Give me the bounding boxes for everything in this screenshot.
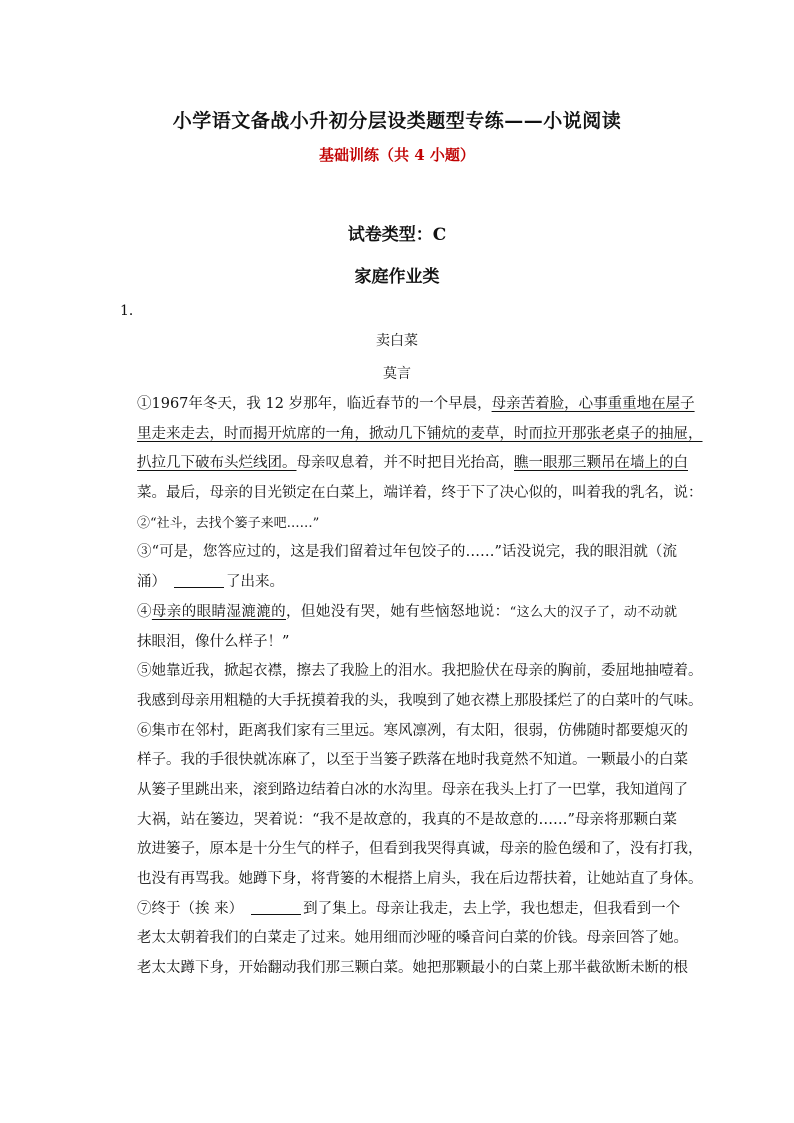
text-segment: ①1967年冬天，我 12 岁那年，临近春节的一个早晨，	[137, 396, 492, 412]
paper-type-heading: 试卷类型：C	[347, 225, 447, 245]
text-segment: ④	[137, 603, 152, 620]
text-segment: 话没说完，我的眼泪就（流	[501, 544, 678, 561]
underlined-text: 母亲苦着脸，心事重重地在屋子	[491, 396, 695, 412]
fill-in-blank[interactable]	[174, 573, 224, 588]
text-line	[137, 628, 677, 658]
story-title: 卖白菜	[376, 333, 418, 349]
text-line	[137, 568, 677, 598]
text-segment: ⑦终于（挨 来）	[137, 900, 244, 917]
text-segment: 大祸，站在篓边，哭着说：“我不是故意的，我真的不是故意的……”母亲将那颗白菜	[137, 811, 677, 828]
text-segment: ②“社斗，去找个篓子来吧……”	[137, 515, 320, 531]
text-line	[137, 924, 688, 954]
text-segment: 抹眼泪，像什么样子！”	[137, 633, 290, 650]
text-segment: ，但她没有哭，她有些恼怒地说：	[286, 603, 510, 620]
text-line	[137, 657, 703, 687]
text-line	[137, 479, 703, 509]
text-line	[137, 598, 677, 628]
text-segment: 到了集上。母亲让我走，去上学，我也想走，但我看到一个	[303, 900, 681, 917]
text-line	[137, 538, 677, 568]
underlined-text: 瞧一眼那三颗吊在墙上的白	[514, 455, 688, 472]
text-line	[137, 509, 677, 539]
question-number: 1．	[120, 303, 143, 319]
text-line	[137, 835, 703, 865]
text-line	[137, 895, 681, 925]
text-segment: ③“可是，您答应过的，这是我们留着过年包饺子的……”	[137, 544, 502, 561]
text-line	[137, 449, 688, 479]
text-line	[137, 420, 703, 450]
section-heading: 家庭作业类	[354, 267, 440, 287]
text-segment: 母亲叹息着，并不时把目光抬高，	[296, 455, 514, 472]
text-line	[137, 806, 677, 836]
document-title: 小学语文备战小升初分层设类题型专练——小说阅读	[172, 110, 622, 132]
text-segment: 放进篓子，原本是十分生气的样子，但看到我哭得真诚，母亲的脸色缓和了，没有打我，	[137, 841, 703, 858]
text-segment: 涌）	[137, 574, 166, 591]
text-segment: 了出来。	[226, 574, 284, 591]
underlined-text: 母亲的眼睛湿漉漉的	[151, 603, 287, 620]
text-segment: 老太太朝着我们的白菜走了过来。她用细而沙哑的嗓音问白菜的价钱。母亲回答了她。	[137, 930, 688, 947]
text-line	[137, 746, 688, 776]
text-segment: “这么大的汉子了，动不动就	[509, 604, 678, 620]
text-segment: 从篓子里跳出来，滚到路边结着白冰的水沟里。母亲在我头上打了一巴掌，我知道闯了	[137, 781, 688, 798]
text-segment: 我感到母亲用粗糙的大手抚摸着我的头，我嗅到了她衣襟上那股揉烂了的白菜叶的气味。	[137, 692, 703, 709]
text-line	[137, 776, 688, 806]
fill-in-blank[interactable]	[251, 900, 301, 915]
document-subtitle: 基础训练（共 4 小题）	[319, 146, 475, 164]
text-line	[137, 717, 688, 747]
underlined-text: 里走来走去，时而揭开炕席的一角，掀动几下铺炕的麦草，时而拉开那张老桌子的抽屉，	[137, 425, 703, 442]
text-line	[137, 865, 703, 895]
text-line	[137, 954, 688, 984]
text-segment: 老太太蹲下身，开始翻动我们那三颗白菜。她把那颗最小的白菜上那半截欲断未断的根	[137, 960, 688, 977]
text-segment: 菜。最后，母亲的目光锁定在白菜上，端详着，终于下了决心似的，叫着我的乳名，说：	[137, 485, 703, 502]
story-body	[137, 390, 703, 984]
text-segment: ⑥集市在邻村，距离我们家有三里远。寒风凛冽，有太阳，很弱，仿佛随时都要熄灭的	[137, 722, 688, 739]
story-author: 莫言	[383, 366, 411, 382]
text-line	[137, 687, 703, 717]
text-line	[137, 390, 695, 420]
text-segment: 样子。我的手很快就冻麻了，以至于当篓子跌落在地时我竟然不知道。一颗最小的白菜	[137, 752, 688, 769]
text-segment: ⑤她靠近我，掀起衣襟，擦去了我脸上的泪水。我把脸伏在母亲的胸前，委屈地抽噎着。	[137, 663, 703, 680]
text-segment: 也没有再骂我。她蹲下身，将背篓的木棍搭上肩头，我在后边帮扶着，让她站直了身体。	[137, 871, 703, 887]
underlined-text: 扒拉几下破布头烂线团。	[137, 455, 297, 472]
